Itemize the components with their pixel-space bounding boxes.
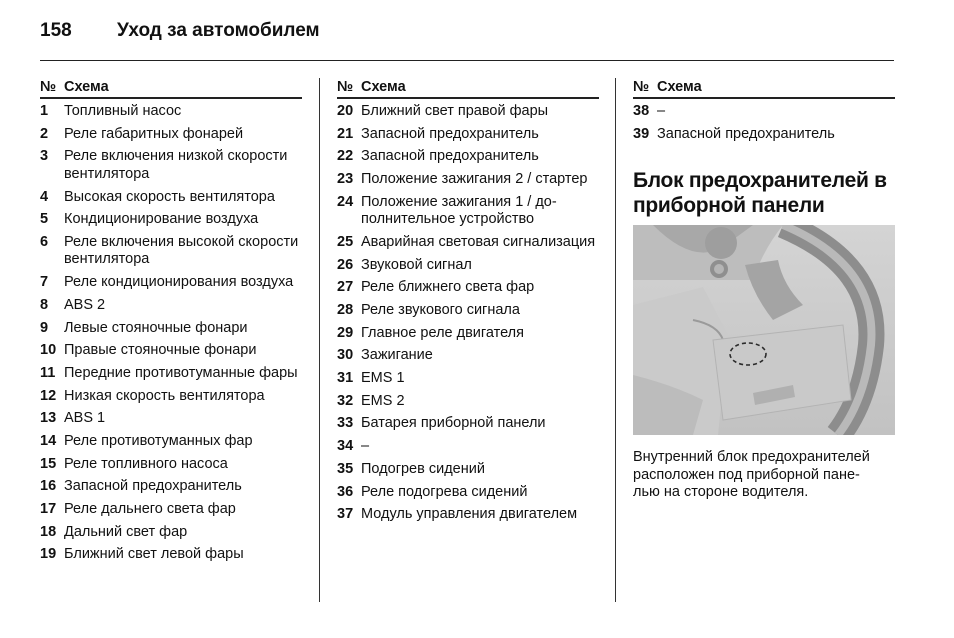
fuse-row	[337, 438, 599, 456]
fuse-number: 18	[40, 523, 57, 540]
section-title: Блок предохранителей в приборной панели	[633, 169, 887, 217]
fuse-row	[337, 171, 599, 189]
fuse-row	[40, 320, 302, 338]
fuse-description: –	[361, 438, 370, 455]
fuse-row	[40, 410, 302, 428]
fuse-row	[40, 433, 302, 451]
fuse-number: 34	[337, 438, 354, 455]
fuse-description: –	[657, 103, 666, 119]
fuse-description: Реле подогрева сидений	[361, 483, 528, 500]
fuse-number: 14	[40, 432, 57, 449]
fuse-number: 12	[40, 387, 57, 404]
fuse-row	[337, 370, 599, 388]
fuse-row	[40, 148, 302, 183]
page-title: Уход за автомобилем	[117, 20, 320, 41]
fuse-row	[337, 103, 599, 121]
fuse-description: Ближний свет левой фары	[64, 546, 244, 563]
fuse-table-col-1	[40, 78, 302, 569]
fuse-row	[337, 325, 599, 343]
fuse-description: ABS 2	[64, 296, 106, 313]
fuse-number: 11	[40, 364, 56, 381]
fuse-row	[337, 279, 599, 297]
fuse-number: 7	[40, 274, 49, 291]
fuse-description: Низкая скорость вентилятора	[64, 387, 265, 404]
fuse-description: Батарея приборной панели	[361, 415, 546, 432]
fuse-number: 25	[337, 233, 354, 250]
fuse-number: 24	[337, 193, 354, 210]
header-num: №	[40, 79, 57, 95]
fuse-row	[633, 103, 895, 121]
fuse-number: 19	[40, 546, 57, 563]
fuse-row	[633, 126, 895, 144]
fuse-description: Звуковой сигнал	[361, 256, 472, 273]
fuse-row	[40, 342, 302, 360]
fuse-row	[337, 393, 599, 411]
fuse-description: Подогрев сидений	[361, 460, 485, 477]
fuse-number: 35	[337, 460, 354, 477]
fuse-row	[40, 388, 302, 406]
fuse-description: Реле звукового сигнала	[361, 302, 520, 318]
fuse-description: Дальний свет фар	[64, 523, 188, 540]
fuse-description: Реле включения низкой скорости вентилятора	[64, 148, 288, 182]
fuse-number: 30	[337, 347, 354, 364]
fuse-number: 15	[40, 455, 57, 472]
fuse-row	[337, 461, 599, 479]
table-header	[633, 78, 895, 99]
fuse-number: 9	[40, 319, 49, 336]
fuse-number: 10	[40, 342, 57, 359]
header-num: №	[633, 79, 650, 95]
fuse-number: 2	[40, 125, 49, 142]
fuse-number: 20	[337, 103, 354, 119]
fuse-list	[40, 103, 302, 564]
fuse-number: 4	[40, 188, 49, 205]
fuse-row	[40, 234, 302, 269]
fuse-row	[337, 484, 599, 502]
table-header	[337, 78, 599, 99]
fuse-description: Реле топливного насоса	[64, 455, 228, 472]
fuse-description: Положение зажигания 2 / стартер	[361, 171, 588, 188]
fuse-description: EMS 2	[361, 392, 405, 409]
fuse-description: Реле включения высокой скорости вентилятора	[64, 233, 299, 268]
fuse-description: Передние противотуманные фары	[64, 364, 298, 381]
fuse-row	[40, 501, 302, 519]
fuse-description: Топливный насос	[64, 103, 182, 119]
fuse-row	[40, 211, 302, 229]
fuse-number: 17	[40, 501, 57, 517]
fuse-description: Ближний свет правой фары	[361, 103, 549, 119]
fuse-number: 8	[40, 296, 49, 313]
fuse-description: Реле дальнего света фар	[64, 501, 236, 517]
fuse-number: 36	[337, 483, 354, 500]
fuse-number: 16	[40, 478, 57, 495]
fuse-list	[337, 103, 599, 524]
fuse-row	[337, 302, 599, 320]
fuse-description: Реле противотуманных фар	[64, 432, 253, 449]
fuse-row	[337, 126, 599, 144]
fuse-row	[40, 478, 302, 496]
fuse-description: Запасной предохранитель	[361, 148, 539, 165]
caption-line: расположен под приборной пане-	[633, 466, 860, 483]
column-divider	[615, 78, 616, 602]
fuse-description: Правые стояночные фонари	[64, 342, 257, 359]
fuse-row	[337, 234, 599, 252]
fuse-description: Запасной предохранитель	[361, 125, 539, 142]
fuse-number: 31	[337, 370, 354, 387]
fuse-row	[40, 524, 302, 542]
header-scheme: Схема	[64, 79, 109, 95]
fuse-description: Аварийная световая сигнализация	[361, 233, 596, 250]
fuse-description: Реле кондиционирования воздуха	[64, 274, 294, 291]
fuse-description: Главное реле двигателя	[361, 324, 524, 341]
fuse-number: 13	[40, 410, 57, 427]
fuse-row	[40, 274, 302, 292]
caption-line: Внутренний блок предохранителей	[633, 449, 870, 465]
fuse-number: 33	[337, 415, 354, 432]
fuse-row	[40, 297, 302, 315]
fuse-number: 1	[40, 103, 49, 119]
fuse-description: Запасной предохранитель	[657, 125, 835, 142]
header-scheme: Схема	[657, 79, 702, 95]
fuse-description: Положение зажигания 1 / до-полнительное устройство	[361, 193, 557, 228]
fuse-number: 38	[633, 103, 650, 119]
header-num: №	[337, 79, 354, 95]
fuse-table-col-2	[337, 78, 599, 529]
fuse-description: Левые стояночные фонари	[64, 319, 248, 336]
fuse-description: Высокая скорость вентилятора	[64, 188, 275, 205]
fuse-description: Запасной предохранитель	[64, 478, 242, 495]
fuse-description: Зажигание	[361, 347, 433, 364]
fuse-row	[337, 148, 599, 166]
fuse-description: Реле ближнего света фар	[361, 279, 535, 296]
fuse-row	[337, 506, 599, 524]
fuse-number: 6	[40, 233, 49, 250]
fuse-number: 26	[337, 256, 354, 273]
header-divider	[40, 60, 894, 61]
fuse-table-col-3	[633, 78, 895, 148]
fuse-number: 29	[337, 324, 354, 341]
instrument-panel-photo	[633, 225, 895, 435]
fuse-number: 5	[40, 211, 49, 228]
fuse-number: 3	[40, 148, 49, 165]
fuse-number: 37	[337, 506, 354, 523]
fuse-description: EMS 1	[361, 370, 405, 387]
fuse-row	[40, 365, 302, 383]
column-divider	[319, 78, 320, 602]
caption-line: лью на стороне водителя.	[633, 484, 809, 500]
fuse-row	[337, 194, 599, 229]
fuse-row	[40, 546, 302, 564]
fuse-number: 22	[337, 148, 354, 165]
fuse-number: 27	[337, 279, 354, 296]
fuse-number: 23	[337, 171, 354, 188]
fuse-number: 28	[337, 302, 354, 318]
fuse-number: 32	[337, 392, 354, 409]
fuse-description: ABS 1	[64, 410, 106, 427]
fuse-description: Модуль управления двигателем	[361, 506, 578, 523]
header-scheme: Схема	[361, 79, 406, 95]
fuse-row	[40, 103, 302, 121]
fuse-list	[633, 103, 895, 143]
fuse-description: Кондиционирование воздуха	[64, 211, 259, 228]
fuse-row	[40, 189, 302, 207]
fuse-description: Реле габаритных фонарей	[64, 125, 244, 142]
table-header	[40, 78, 302, 99]
fuse-row	[40, 126, 302, 144]
fuse-row	[337, 257, 599, 275]
photo-caption	[633, 449, 903, 502]
fuse-row	[40, 456, 302, 474]
fuse-row	[337, 347, 599, 365]
page-number: 158	[40, 20, 72, 41]
fuse-number: 39	[633, 125, 650, 142]
fuse-row	[337, 415, 599, 433]
fuse-number: 21	[337, 125, 354, 142]
